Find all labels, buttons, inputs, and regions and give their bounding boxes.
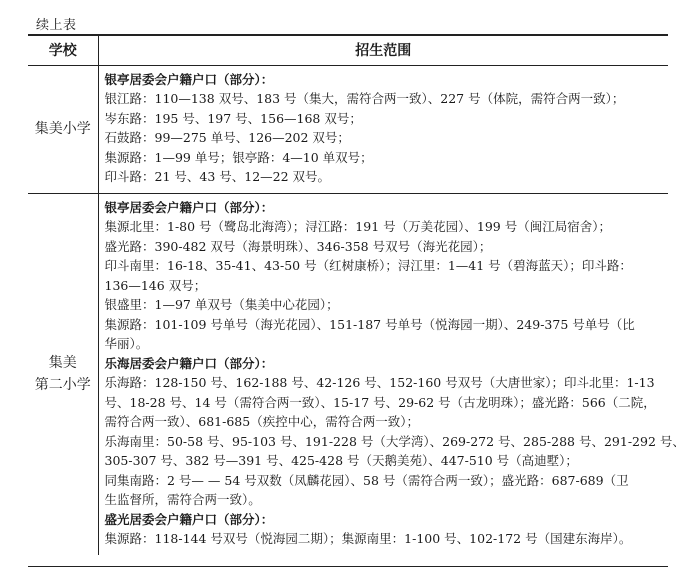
address-line: 乐海南里：50-58 号、95-103 号、191-228 号（大学湾）、269-272 号、285-288 号、291-292 号、: [104, 433, 685, 449]
header-school: 学校: [28, 35, 98, 65]
address-line: 同集南路：2 号— — 54 号双数（凤麟花园）、58 号（需符合两一致）；盛光路：687-689（卫: [104, 472, 629, 488]
address-line: 印斗南里：16-18、35-41、43-50 号（红树康桥）；浔江里：1—41 号（碧海蓝天）；印斗路：: [104, 258, 632, 273]
residents-committee-heading: 乐海居委会户籍户口（部分）：: [104, 355, 274, 371]
enrollment-range-table: [28, 34, 685, 555]
table-row: [28, 193, 668, 555]
address-line: 乐海路：128-150 号、162-188 号、42-126 号、152-160 号双号（大唐世家）；印斗北里：1-13: [104, 375, 655, 390]
address-line: 集源路：118-144 号双号（悦海园二期）；集源南里：1-100 号、102-172 号（国建东海岸）。: [104, 531, 632, 546]
address-line: 号、18-28 号、14 号（需符合两一致）、15-17 号、29-62 号（古龙明珠）；盛光路：566（二院，: [104, 394, 656, 410]
table-header-row: [28, 35, 668, 65]
address-line: 生监督所，需符合两一致）。: [104, 492, 261, 507]
residents-committee-heading: 银亭居委会户籍户口（部分）：: [104, 199, 274, 215]
header-enrollment-range: 招生范围: [355, 43, 412, 60]
address-line: 银盛里：1—97 单双号（集美中心花园）；: [104, 297, 339, 312]
table-bottom-rule: [28, 566, 668, 567]
school-name-line: 第二小学: [34, 377, 91, 393]
address-line: 305-307 号、382 号—391 号、425-428 号（天鹅美苑）、447-510 号（高迪墅）；: [104, 453, 578, 468]
residents-committee-heading: 盛光居委会户籍户口（部分）：: [104, 511, 274, 527]
enrollment-range-cell: [98, 193, 685, 555]
table-continuation-caption: 续上表: [36, 18, 77, 33]
enrollment-range-cell: [98, 65, 668, 193]
address-line: 136—146 双号；: [104, 277, 207, 293]
address-line: 印斗路：21 号、43 号、12—22 双号。: [104, 169, 331, 184]
table-row: [28, 65, 668, 193]
address-line: 岑东路：195 号、197 号、156—168 双号；: [104, 110, 362, 126]
address-line: 集源北里：1-80 号（鹭岛北海湾）；浔江路：191 号（万美花园）、199 号（闽江局宿舍）；: [104, 219, 611, 234]
address-line: 需符合两一致）、681-685（疾控中心，需符合两一致）；: [104, 414, 419, 429]
school-name: 集美小学: [28, 65, 98, 193]
address-line: 华丽）。: [104, 336, 149, 351]
school-name-line: 集美: [48, 355, 77, 371]
address-line: 盛光路：390-482 双号（海景明珠）、346-358 号双号（海光花园）；: [104, 238, 492, 254]
address-line: 集源路：1—99 单号；银亭路：4—10 单双号；: [104, 149, 373, 165]
address-line: 银江路：110—138 双号、183 号（集大，需符合两一致）、227 号（体院，需符合两一致）；: [104, 91, 625, 106]
address-line: 石鼓路：99—275 单号、126—202 双号；: [104, 130, 350, 145]
address-line: 集源路：101-109 号单号（海光花园）、151-187 号单号（悦海园一期）、249-375 号单号（比: [104, 316, 635, 332]
residents-committee-heading: 银亭居委会户籍户口（部分）：: [104, 71, 274, 87]
